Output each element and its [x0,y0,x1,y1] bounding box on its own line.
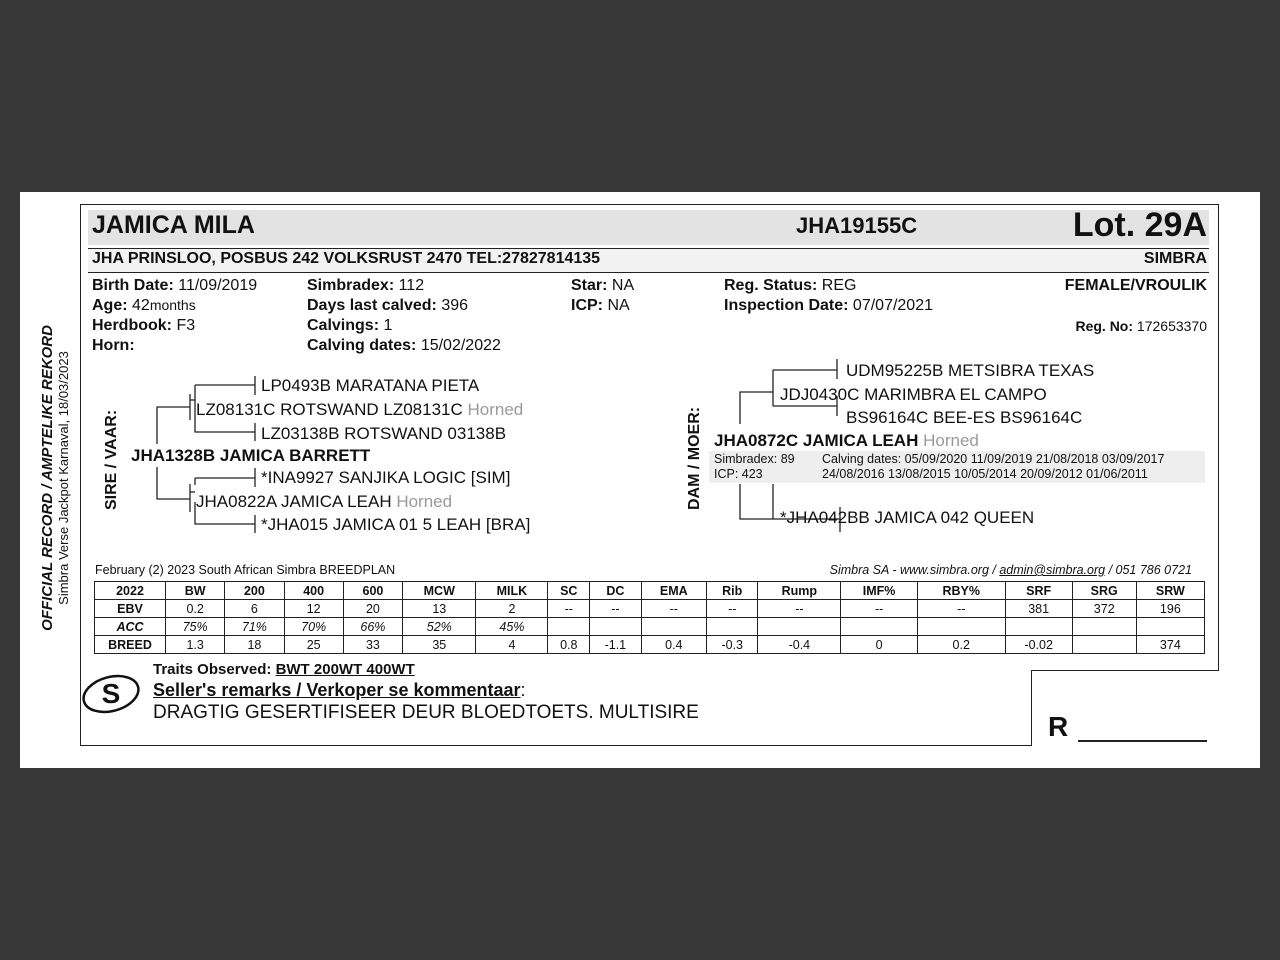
table-cell: -1.1 [590,636,641,654]
calvings: Calvings: 1 [307,317,393,334]
table-cell: -- [758,600,841,618]
sire-dam-sire: *INA9927 SANJIKA LOGIC [SIM] [261,468,511,487]
calving-dates: Calving dates: 15/02/2022 [307,337,501,354]
table-cell: DC [590,582,641,600]
breedplan-contact: Simbra SA - www.simbra.org / admin@simbra.org / 051 786 0721 [829,563,1192,577]
breed-label: SIMBRA [1143,250,1207,267]
table-cell: 20 [343,600,402,618]
table-cell: RBY% [917,582,1005,600]
acc-row [95,618,1205,636]
dam-sire-dam: BS96164C BEE-ES BS96164C [846,408,1083,427]
reg-number: Reg. No: 172653370 [1075,318,1207,334]
breedplan-source: February (2) 2023 South African Simbra BREEDPLAN [95,563,396,577]
table-cell: 0.2 [166,600,225,618]
days-last-calved: Days last calved: 396 [307,297,469,314]
remarks-text: DRAGTIG GESERTIFISEER DEUR BLOEDTOETS. MULTISIRE [153,702,699,723]
table-cell [1005,618,1072,636]
table-cell: 52% [403,618,476,636]
table-cell: 600 [343,582,402,600]
table-cell: SRF [1005,582,1072,600]
table-cell: -0.02 [1005,636,1072,654]
table-cell: 400 [284,582,343,600]
sire-label: SIRE / VAAR: [103,409,120,510]
official-record-label: OFFICIAL RECORD / AMPTELIKE REKORD [39,325,56,631]
table-cell: EBV [95,600,166,618]
table-cell: 0.8 [548,636,590,654]
table-cell: -- [841,600,918,618]
event-label: Simbra Verse Jackpot Karnaval, 18/03/2023 [56,351,71,605]
ebv-header-row [95,582,1205,600]
table-cell: BW [166,582,225,600]
table-cell [1072,618,1136,636]
table-cell [1136,618,1204,636]
table-cell [641,618,707,636]
sire-sire-sire: LP0493B MARATANA PIETA [261,376,480,395]
traits-observed: Traits Observed: BWT 200WT 400WT [153,661,415,678]
table-cell [917,618,1005,636]
table-cell: SRW [1136,582,1204,600]
price-line[interactable] [1078,740,1207,742]
table-cell [1072,636,1136,654]
table-cell: -- [707,600,758,618]
remarks-heading: Seller's remarks / Verkoper se kommentaar: [153,680,526,700]
table-cell: 75% [166,618,225,636]
table-cell: -- [641,600,707,618]
catalogue-card [20,192,1260,768]
table-cell: -- [590,600,641,618]
table-cell: MCW [403,582,476,600]
dam-dam: *JHA042BB JAMICA 042 QUEEN [780,508,1035,527]
animal-name: JAMICA MILA [92,211,255,239]
dam-simbradex: Simbradex: 89 [714,452,795,466]
table-cell: -- [917,600,1005,618]
table-cell [758,618,841,636]
dam-name: JHA0872C JAMICA LEAH Horned [714,431,979,450]
table-cell: 35 [403,636,476,654]
table-cell: 1.3 [166,636,225,654]
sire-dam-dam: *JHA015 JAMICA 01 5 LEAH [BRA] [261,515,531,534]
breed-row [95,636,1205,654]
table-cell: IMF% [841,582,918,600]
table-cell [590,618,641,636]
table-cell: SRG [1072,582,1136,600]
price-label: R [1048,711,1069,742]
dam-calving-dates-cont: 24/08/2016 13/08/2015 10/05/2014 20/09/2012 01/06/2011 [822,467,1148,481]
table-cell: 18 [225,636,284,654]
table-cell: -0.4 [758,636,841,654]
horn: Horn: [92,337,135,354]
table-cell: SC [548,582,590,600]
animal-id: JHA19155C [796,213,918,238]
table-cell: -0.3 [707,636,758,654]
table-cell: EMA [641,582,707,600]
table-cell: 25 [284,636,343,654]
owner-line: JHA PRINSLOO, POSBUS 242 VOLKSRUST 2470 TEL:27827814135 [92,250,601,267]
table-cell: 12 [284,600,343,618]
table-cell: 2022 [95,582,166,600]
table-cell [841,618,918,636]
dam-sire: JDJ0430C MARIMBRA EL CAMPO [780,385,1047,404]
table-cell: 71% [225,618,284,636]
star: Star: NA [571,277,635,294]
herdbook: Herdbook: F3 [92,317,196,334]
table-cell: 4 [476,636,548,654]
table-cell: Rump [758,582,841,600]
table-cell: 0.4 [641,636,707,654]
table-cell: 45% [476,618,548,636]
table-cell: 0.2 [917,636,1005,654]
table-cell: BREED [95,636,166,654]
sire-sire-dam: LZ03138B ROTSWAND 03138B [261,424,507,443]
table-cell: 200 [225,582,284,600]
table-cell: 196 [1136,600,1204,618]
inspection-date: Inspection Date: 07/07/2021 [724,297,933,314]
age: Age: 42months [92,297,196,314]
logo-letter: S [101,678,121,709]
table-cell: Rib [707,582,758,600]
lot-number: Lot. 29A [1072,206,1207,244]
table-cell: 374 [1136,636,1204,654]
table-cell: 6 [225,600,284,618]
table-cell: -- [548,600,590,618]
dam-calving-dates: Calving dates: 05/09/2020 11/09/2019 21/08/2018 03/09/2017 [822,452,1165,466]
sire-sire: LZ08131C ROTSWAND LZ08131C Horned [196,400,524,419]
ebv-row [95,600,1205,618]
table-cell: MILK [476,582,548,600]
dam-label: DAM / MOER: [686,406,703,510]
table-cell: 13 [403,600,476,618]
table-cell: 0 [841,636,918,654]
sire-name: JHA1328B JAMICA BARRETT [131,446,371,465]
table-cell: ACC [95,618,166,636]
table-cell: 33 [343,636,402,654]
table-cell [548,618,590,636]
simbra-logo [80,670,144,718]
icp: ICP: NA [571,297,630,314]
sire-dam: JHA0822A JAMICA LEAH Horned [196,492,453,511]
birth-date: Birth Date: 11/09/2019 [92,277,258,294]
table-cell: 66% [343,618,402,636]
table-cell [707,618,758,636]
table-cell: 381 [1005,600,1072,618]
dam-icp: ICP: 423 [714,467,763,481]
ebv-table [94,581,1205,654]
sex-label: FEMALE/VROULIK [1064,277,1207,294]
simbradex: Simbradex: 112 [307,277,425,294]
dam-sire-sire: UDM95225B METSIBRA TEXAS [846,361,1095,380]
reg-status: Reg. Status: REG [724,277,857,294]
table-cell: 2 [476,600,548,618]
email-link[interactable]: admin@simbra.org [999,563,1106,577]
table-cell: 372 [1072,600,1136,618]
table-cell: 70% [284,618,343,636]
